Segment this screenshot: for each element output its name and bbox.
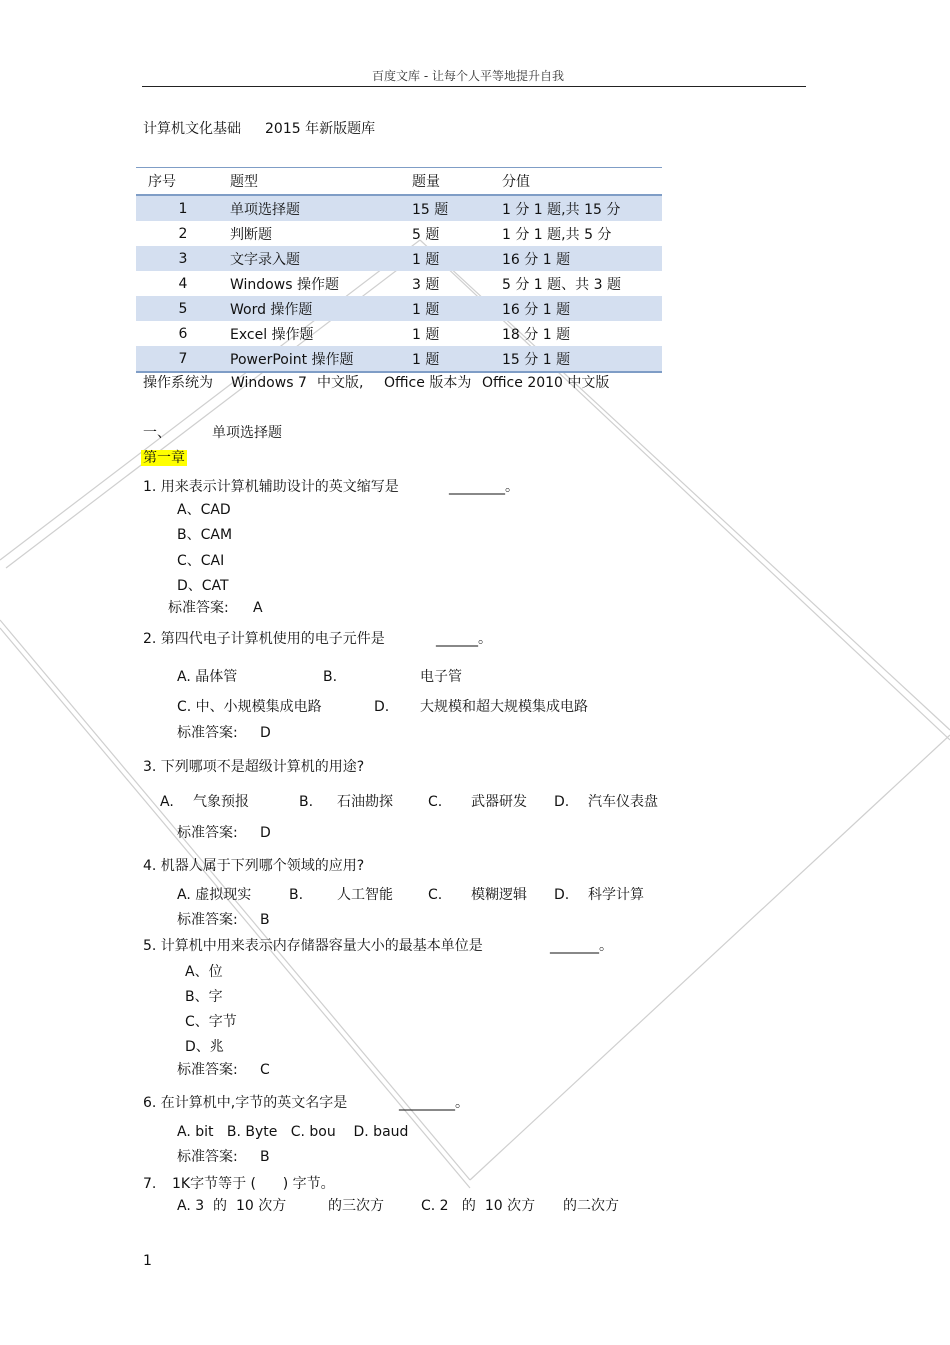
question-option: B、字 bbox=[185, 989, 223, 1005]
table-cell: 文字录入题 bbox=[230, 246, 412, 271]
question-option: A、CAD bbox=[177, 502, 231, 518]
question-option-label: A. bbox=[160, 794, 174, 810]
question-option-label: C. bbox=[428, 794, 443, 810]
os-note-part: Office 2010 中文版 bbox=[482, 375, 610, 391]
question-blank: ______。 bbox=[436, 631, 492, 647]
answer-value: C bbox=[260, 1062, 270, 1078]
chapter-label bbox=[141, 449, 187, 467]
table-cell: 15 题 bbox=[412, 195, 502, 221]
os-note-part: 操作系统为 bbox=[143, 375, 213, 391]
question-option-label: C. bbox=[428, 887, 443, 903]
answer-label: 标准答案: bbox=[177, 825, 238, 841]
table-cell: 6 bbox=[178, 325, 188, 342]
question-option-label: B. bbox=[289, 887, 304, 903]
answer-value: B bbox=[260, 912, 270, 928]
question-stem: 4. 机器人属于下列哪个领域的应用? bbox=[143, 858, 365, 874]
table-cell: 4 bbox=[178, 275, 188, 292]
header-divider bbox=[142, 86, 806, 87]
answer-label: 标准答案: bbox=[177, 725, 238, 741]
table-cell: Word 操作题 bbox=[230, 296, 412, 321]
question-option: 电子管 bbox=[420, 669, 462, 685]
question-option: D、CAT bbox=[177, 578, 229, 594]
question-option: 模糊逻辑 bbox=[471, 887, 527, 903]
table-header-cell: 题型 bbox=[230, 174, 258, 190]
question-stem: 5. 计算机中用来表示内存储器容量大小的最基本单位是 bbox=[143, 938, 483, 954]
table-header-cell: 分值 bbox=[502, 174, 530, 190]
page-number: 1 bbox=[143, 1253, 152, 1269]
question-option: 气象预报 bbox=[193, 794, 249, 810]
answer-value: D bbox=[260, 725, 271, 741]
os-note-part: 中文版, bbox=[317, 375, 364, 391]
table-header-cell: 题量 bbox=[412, 174, 440, 190]
table-cell: 1 bbox=[136, 195, 230, 221]
table-row bbox=[136, 221, 662, 246]
question-option: C. 2 的 10 次方 bbox=[421, 1198, 536, 1214]
doc-title-right: 2015 年新版题库 bbox=[265, 121, 376, 137]
table-cell: 2 bbox=[178, 225, 188, 242]
question-option: B、CAM bbox=[177, 527, 233, 543]
question-option-label: D. bbox=[554, 794, 570, 810]
table-row bbox=[136, 296, 662, 321]
question-option-label: D. bbox=[554, 887, 570, 903]
answer-label: 标准答案: bbox=[177, 1149, 238, 1165]
table-cell: 5 bbox=[136, 296, 230, 321]
table-cell: 3 bbox=[136, 246, 230, 271]
question-stem: 3. 下列哪项不是超级计算机的用途? bbox=[143, 759, 365, 775]
table-cell: Windows 操作题 bbox=[230, 276, 339, 293]
table-cell: 7 bbox=[136, 346, 230, 372]
section-number: 一、 bbox=[143, 425, 171, 441]
table-cell: 16 分 1 题 bbox=[502, 296, 662, 321]
table-cell: 1 题 bbox=[412, 246, 502, 271]
answer-label: 标准答案: bbox=[177, 912, 238, 928]
question-stem: 6. 在计算机中,字节的英文名字是 bbox=[143, 1095, 348, 1111]
table-cell: 1 分 1 题,共 5 分 bbox=[502, 226, 612, 243]
table-cell: 15 分 1 题 bbox=[502, 346, 662, 372]
table-cell: Excel 操作题 bbox=[230, 326, 314, 343]
question-option: 的二次方 bbox=[563, 1198, 619, 1214]
question-blank: ________。 bbox=[449, 479, 519, 495]
table-cell: 1 分 1 题,共 15 分 bbox=[502, 195, 662, 221]
question-option: D、兆 bbox=[185, 1039, 224, 1055]
question-option: 汽车仪表盘 bbox=[588, 794, 658, 810]
question-option: A. 虚拟现实 bbox=[177, 887, 252, 903]
question-blank: ________。 bbox=[399, 1095, 469, 1111]
question-option-label: B. bbox=[323, 669, 338, 685]
question-options: A. bit B. Byte C. bou D. baud bbox=[177, 1124, 409, 1140]
table-cell: PowerPoint 操作题 bbox=[230, 346, 412, 372]
question-stem: 1K字节等于 ( ) 字节。 bbox=[172, 1176, 335, 1192]
os-note-part: Office 版本为 bbox=[384, 375, 472, 391]
question-option: 科学计算 bbox=[588, 887, 644, 903]
question-number: 7. bbox=[143, 1176, 157, 1192]
question-option: C. 中、小规模集成电路 bbox=[177, 699, 322, 715]
table-cell: 1 题 bbox=[412, 326, 440, 343]
table-cell: 1 题 bbox=[412, 296, 502, 321]
question-option: C、CAI bbox=[177, 553, 225, 569]
doc-title-left: 计算机文化基础 bbox=[143, 121, 241, 137]
question-option-label: B. bbox=[299, 794, 314, 810]
answer-value: A bbox=[253, 600, 263, 616]
table-cell: 1 题 bbox=[412, 346, 502, 372]
table-cell: 16 分 1 题 bbox=[502, 246, 662, 271]
question-option: 人工智能 bbox=[337, 887, 393, 903]
table-cell: 单项选择题 bbox=[230, 195, 412, 221]
chapter-highlight: 第一章 bbox=[143, 450, 185, 466]
table-row bbox=[136, 195, 662, 221]
answer-value: D bbox=[260, 825, 271, 841]
table-header-row bbox=[136, 168, 662, 196]
question-option-label: D. bbox=[374, 699, 390, 715]
table-cell: 5 分 1 题、共 3 题 bbox=[502, 276, 621, 293]
question-option: 石油勘探 bbox=[337, 794, 393, 810]
answer-label: 标准答案: bbox=[168, 600, 229, 616]
table-cell: 5 题 bbox=[412, 226, 440, 243]
answer-label: 标准答案: bbox=[177, 1062, 238, 1078]
table-row bbox=[136, 321, 662, 346]
table-header-cell: 序号 bbox=[148, 174, 176, 190]
question-type-table bbox=[136, 167, 662, 373]
table-row bbox=[136, 271, 662, 296]
question-option: 武器研发 bbox=[471, 794, 527, 810]
question-blank: _______。 bbox=[550, 938, 613, 954]
section-title: 单项选择题 bbox=[212, 425, 282, 441]
question-stem: 2. 第四代电子计算机使用的电子元件是 bbox=[143, 631, 385, 647]
question-option: A. 晶体管 bbox=[177, 669, 238, 685]
question-stem: 1. 用来表示计算机辅助设计的英文缩写是 bbox=[143, 479, 399, 495]
table-row bbox=[136, 246, 662, 271]
question-option: 的三次方 bbox=[328, 1198, 384, 1214]
table-cell: 3 题 bbox=[412, 276, 440, 293]
page-header-title: 百度文库 - 让每个人平等地提升自我 bbox=[372, 69, 564, 83]
table-cell: 判断题 bbox=[230, 226, 272, 243]
question-option: A. 3 的 10 次方 bbox=[177, 1198, 287, 1214]
table-cell: 18 分 1 题 bbox=[502, 326, 571, 343]
answer-value: B bbox=[260, 1149, 270, 1165]
question-option: 大规模和超大规模集成电路 bbox=[420, 699, 588, 715]
table-row bbox=[136, 346, 662, 372]
question-option: A、位 bbox=[185, 964, 223, 980]
os-note-part: Windows 7 bbox=[231, 375, 307, 391]
question-option: C、字节 bbox=[185, 1014, 237, 1030]
